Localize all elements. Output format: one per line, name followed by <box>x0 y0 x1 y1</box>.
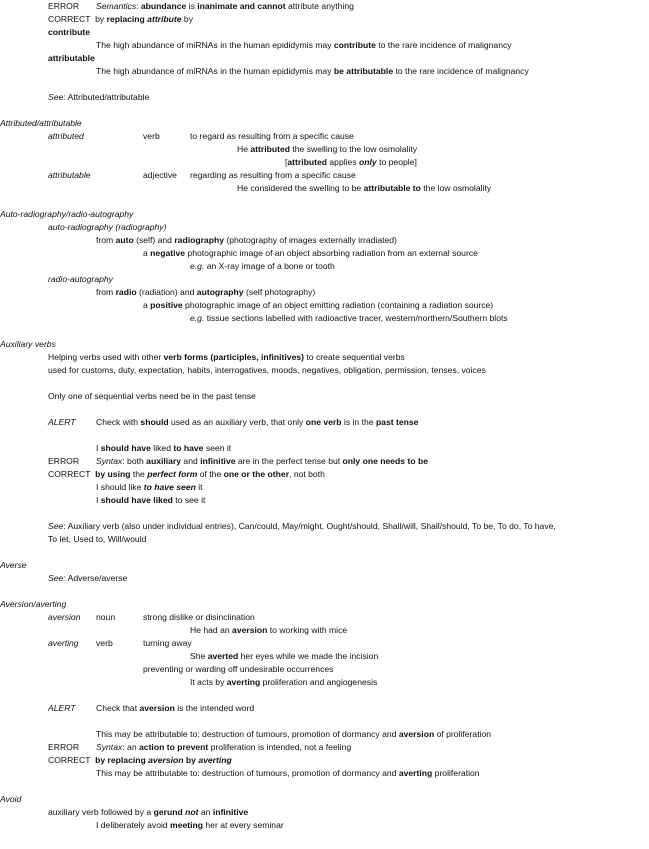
text-run: auto <box>115 235 134 245</box>
text-run: verb forms (participles, infinitives) <box>163 352 305 362</box>
text-run: turning away <box>143 638 192 648</box>
text-run: averting <box>226 677 261 687</box>
text-run: He had an <box>190 625 233 635</box>
text-line <box>190 651 378 662</box>
text-run: preventing or warding off undesirable occurrences <box>143 664 334 674</box>
text-run: an X-ray image of a bone or tooth <box>204 261 335 271</box>
text-run: autography <box>196 287 244 297</box>
text-run: It acts by <box>190 677 227 687</box>
text-run: verb <box>143 131 160 141</box>
text-run: used for customs, duty, expectation, habits, interrogatives, moods, negatives, obligation, permission, tenses, voices <box>48 365 486 375</box>
text-run: should <box>140 417 169 427</box>
text-line <box>48 391 256 402</box>
text-line <box>48 573 127 584</box>
text-run: CORRECT <box>48 469 96 479</box>
text-line <box>48 131 84 142</box>
text-run: aversion <box>139 703 175 713</box>
text-run: : Auxiliary verb (also under individual entries), Can/could, May/might, Ought/should, Shall/will, Shall/should, To be, To do, To have, <box>63 521 556 531</box>
text-run: ALERT <box>48 703 76 713</box>
text-run: attributable <box>48 53 95 63</box>
text-run: attributable <box>48 170 91 180</box>
text-run: by <box>183 755 199 765</box>
text-run: should have liked <box>100 495 173 505</box>
text-line <box>48 612 80 623</box>
text-run: the swelling to the low osmolality <box>290 144 418 154</box>
text-run: I <box>96 495 101 505</box>
text-line <box>190 261 335 272</box>
text-line <box>143 170 177 181</box>
text-run: , not both <box>289 469 325 479</box>
text-run: Syntax <box>96 742 123 752</box>
text-line <box>237 144 417 155</box>
text-run: See: <box>48 573 66 583</box>
text-line <box>48 703 76 714</box>
text-run: auxiliary <box>146 456 182 466</box>
text-run: The high abundance of miRNAs in the human epididymis may <box>96 40 334 50</box>
text-run: ERROR <box>48 742 80 752</box>
text-run: attributable to <box>363 183 421 193</box>
text-run: from <box>96 235 116 245</box>
text-run: attributed <box>48 131 84 141</box>
text-run: replacing <box>106 14 148 24</box>
text-line <box>190 625 347 636</box>
text-run: should have <box>100 443 151 453</box>
text-line <box>190 170 356 181</box>
text-run: photographic image of an object absorbing radiation from an external source <box>185 248 478 258</box>
text-run: regarding as resulting from a specific cause <box>190 170 356 180</box>
text-run: to see it <box>172 495 206 505</box>
text-run: Averse <box>0 560 27 570</box>
text-run: ERROR <box>48 456 80 466</box>
text-run: is <box>186 1 198 11</box>
text-run: infinitive <box>200 456 236 466</box>
text-run: auxiliary verb followed by a <box>48 807 154 817</box>
text-run: photographic image of an object emitting radiation (containing a radiation source) <box>182 300 494 310</box>
text-run: adjective <box>143 170 177 180</box>
text-line <box>190 313 508 324</box>
text-run: gerund <box>153 807 186 817</box>
text-run: radiography <box>174 235 224 245</box>
text-run: contribute <box>333 40 376 50</box>
text-run: to create sequential verbs <box>304 352 405 362</box>
text-run: one or the other <box>223 469 290 479</box>
text-run: liked <box>150 443 174 453</box>
text-run: He considered the swelling to be <box>237 183 364 193</box>
text-run: e.g. <box>190 313 205 323</box>
text-run: inanimate and cannot <box>197 1 286 11</box>
text-run: Auto-radiography/radio-autography <box>0 209 134 219</box>
text-run: proliferation and angiogenesis <box>260 677 378 687</box>
text-run: aversion <box>398 729 435 739</box>
text-line <box>48 14 193 25</box>
text-run: aversion <box>148 755 184 765</box>
text-line <box>0 599 66 610</box>
text-line <box>96 287 315 298</box>
text-run: tissue sections labelled with radioactive tracer, western/northern/Southern blots <box>204 313 508 323</box>
text-line <box>48 638 79 649</box>
text-run: abundance <box>140 1 187 11</box>
text-line <box>0 209 133 220</box>
text-line <box>0 339 56 350</box>
text-line <box>48 365 486 376</box>
text-line <box>96 456 428 467</box>
text-line <box>48 53 95 64</box>
text-run: Avoid <box>0 794 22 804</box>
text-run: Adverse/averse <box>65 573 128 583</box>
text-line <box>0 794 21 805</box>
text-line <box>48 456 79 467</box>
text-run: (self) and <box>133 235 175 245</box>
text-line <box>48 807 248 818</box>
text-run: an <box>198 807 213 817</box>
text-line <box>96 638 113 649</box>
text-run: only one needs to be <box>342 456 429 466</box>
text-run: perfect form <box>147 469 198 479</box>
text-run: averting <box>48 638 79 648</box>
text-run: used as an auxiliary verb, that only <box>168 417 306 427</box>
text-run: verb <box>96 638 113 648</box>
text-run: of the <box>197 469 224 479</box>
text-run: e.g. <box>190 261 205 271</box>
text-run: attribute <box>147 14 182 24</box>
text-run: This may be attributable to: destruction of tumours, promotion of dormancy and <box>96 729 399 739</box>
text-run: [ <box>285 157 288 167</box>
text-run: CORRECT <box>48 755 96 765</box>
text-run: action to prevent <box>139 742 209 752</box>
text-line <box>96 417 418 428</box>
text-run: one verb <box>305 417 342 427</box>
text-line <box>96 742 351 753</box>
text-run: negative <box>150 248 186 258</box>
text-run: See: <box>48 92 66 102</box>
text-line <box>143 612 255 623</box>
text-run: I should like <box>96 482 144 492</box>
text-run: to have <box>173 443 204 453</box>
text-run: The high abundance of miRNAs in the human epididymis may <box>96 66 334 76</box>
text-run: This may be attributable to: destruction of tumours, promotion of dormancy and <box>96 768 399 778</box>
text-line <box>0 118 82 129</box>
text-run: applies <box>327 157 360 167</box>
text-run: Check with <box>96 417 141 427</box>
text-run: Syntax <box>96 456 123 466</box>
text-line <box>96 768 480 779</box>
text-run: aversion <box>232 625 268 635</box>
text-line <box>48 92 149 103</box>
text-run: a <box>143 248 151 258</box>
text-run: of proliferation <box>434 729 492 739</box>
text-run: by using <box>95 469 131 479</box>
text-line <box>48 469 325 480</box>
text-line <box>48 170 91 181</box>
text-run: Aversion/averting <box>0 599 67 609</box>
text-run: to have seen <box>143 482 196 492</box>
text-run: from <box>96 287 116 297</box>
text-line <box>48 742 79 753</box>
text-run: are in the perfect tense but <box>235 456 343 466</box>
text-line <box>96 612 115 623</box>
text-line <box>143 248 478 259</box>
text-run: to the rare incidence of malignancy <box>375 40 512 50</box>
text-run: to working with mice <box>267 625 348 635</box>
text-run: positive <box>150 300 183 310</box>
text-run: He <box>237 144 251 154</box>
text-run: meeting <box>170 820 203 830</box>
text-run: I deliberately avoid <box>96 820 171 830</box>
text-line <box>48 521 556 532</box>
text-run: only <box>359 157 377 167</box>
text-run: attributed <box>287 157 328 167</box>
text-run: her eyes while we made the incision <box>238 651 379 661</box>
text-run: strong dislike or disinclination <box>143 612 255 622</box>
text-run: (radiation) and <box>136 287 197 297</box>
text-run: to regard as resulting from a specific cause <box>190 131 354 141</box>
text-run: Check that <box>96 703 140 713</box>
text-line <box>190 131 354 142</box>
text-line <box>96 66 529 77</box>
text-line <box>190 677 377 688</box>
text-line <box>48 27 90 38</box>
text-run: to the rare incidence of malignancy <box>393 66 529 76</box>
text-run: : an <box>122 742 140 752</box>
text-line <box>143 664 333 675</box>
text-run: attribute anything <box>285 1 354 11</box>
text-line <box>96 443 231 454</box>
text-run: I <box>96 443 101 453</box>
text-run: averting <box>398 768 433 778</box>
text-run: be attributable <box>333 66 394 76</box>
text-run: auto-radiography (radiography) <box>48 222 167 232</box>
text-line <box>0 560 27 571</box>
text-run: : <box>136 1 141 11</box>
text-run: ERROR <box>48 1 80 11</box>
text-run: : both <box>122 456 147 466</box>
text-line <box>96 1 354 12</box>
text-run: it <box>195 482 203 492</box>
text-line <box>48 1 79 12</box>
text-line <box>237 183 491 194</box>
text-run: Auxiliary verbs <box>0 339 56 349</box>
text-run: attributed <box>250 144 290 154</box>
text-line <box>96 703 254 714</box>
text-run: the low osmolality <box>420 183 492 193</box>
text-run: averting <box>198 755 232 765</box>
text-run: a <box>143 300 151 310</box>
text-run: not <box>185 807 199 817</box>
text-run: averted <box>207 651 239 661</box>
text-run: See <box>48 521 64 531</box>
text-run: seen it <box>203 443 232 453</box>
text-run: contribute <box>48 27 91 37</box>
text-line <box>96 495 205 506</box>
text-line <box>143 131 160 142</box>
text-run: noun <box>96 612 116 622</box>
text-run: proliferation <box>432 768 480 778</box>
text-run: aversion <box>48 612 81 622</box>
text-run: proliferation is intended, not a feeling <box>208 742 352 752</box>
text-line <box>48 274 113 285</box>
text-line <box>96 820 284 831</box>
text-line <box>48 534 146 545</box>
text-line <box>48 222 166 233</box>
text-run: radio-autography <box>48 274 113 284</box>
text-run: infinitive <box>212 807 249 817</box>
text-run: by <box>181 14 194 24</box>
text-line <box>96 40 512 51</box>
text-run: by replacing <box>95 755 149 765</box>
text-line <box>143 638 192 649</box>
text-run: is the intended word <box>174 703 255 713</box>
text-run: Helping verbs used with other <box>48 352 164 362</box>
text-line <box>96 729 491 740</box>
text-run: her at every seminar <box>203 820 284 830</box>
text-run: ALERT <box>48 417 76 427</box>
text-line <box>48 417 76 428</box>
text-line <box>48 755 232 766</box>
text-run: To let, Used to, Will/would <box>48 534 147 544</box>
text-run: past tense <box>375 417 419 427</box>
text-run: Attributed/attributable <box>65 92 150 102</box>
text-line <box>285 157 417 168</box>
text-run: Only one of sequential verbs need be in the past tense <box>48 391 256 401</box>
text-line <box>96 235 397 246</box>
text-run: Semantics <box>96 1 137 11</box>
text-run: and <box>181 456 201 466</box>
text-run: (self photography) <box>243 287 316 297</box>
text-line <box>48 352 405 363</box>
text-run: (photography of images externally irradiated) <box>224 235 397 245</box>
text-run: Attributed/attributable <box>0 118 82 128</box>
text-run: is in the <box>341 417 376 427</box>
text-run: radio <box>115 287 137 297</box>
text-run: the <box>130 469 148 479</box>
text-line <box>143 300 493 311</box>
text-run: CORRECT by <box>48 14 107 24</box>
text-run: She <box>190 651 208 661</box>
text-run: to people] <box>376 157 417 167</box>
text-line <box>96 482 203 493</box>
